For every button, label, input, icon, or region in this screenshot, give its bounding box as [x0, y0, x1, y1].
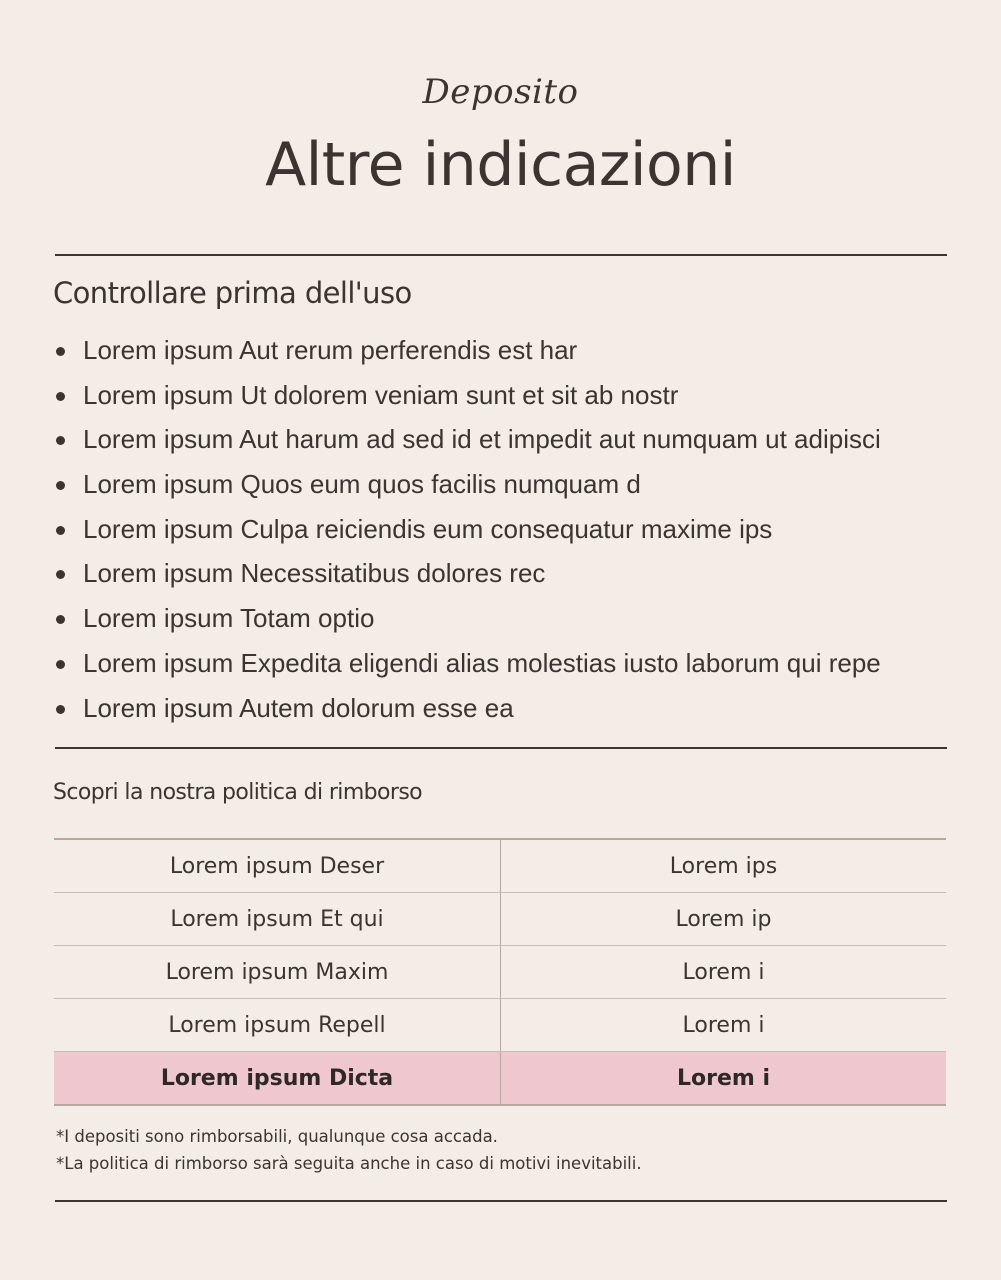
script-subtitle: Deposito [422, 72, 579, 112]
bullet-icon [56, 615, 65, 624]
table-cell-value: Lorem ip [501, 893, 947, 946]
table-row-highlighted [54, 1052, 946, 1106]
checklist-heading: Controllare prima dell'uso [53, 276, 412, 310]
page-title: Altre indicazioni [265, 130, 736, 200]
bullet-icon [56, 660, 65, 669]
table-row [54, 893, 946, 946]
checklist-item [55, 417, 881, 462]
divider-top [55, 254, 947, 256]
checklist-item-text: Lorem ipsum Totam optio [83, 603, 375, 634]
table-row [54, 839, 946, 893]
table-row [54, 999, 946, 1052]
checklist-item-text: Lorem ipsum Necessitatibus dolores rec [83, 558, 546, 589]
checklist-item-text: Lorem ipsum Autem dolorum esse ea [83, 692, 514, 723]
checklist-item [55, 686, 881, 731]
table-cell-value: Lorem i [501, 1052, 947, 1106]
checklist-item [55, 507, 881, 552]
checklist-item-text: Lorem ipsum Expedita eligendi alias molestias iusto laborum qui repe [83, 647, 881, 678]
bullet-icon [56, 526, 65, 535]
checklist-item [55, 596, 881, 641]
bullet-icon [56, 347, 65, 356]
footnote: *La politica di rimborso sarà seguita anche in caso di motivi inevitabili. [56, 1154, 642, 1173]
checklist-item [55, 551, 881, 596]
bullet-icon [56, 392, 65, 401]
checklist-item [55, 462, 881, 507]
table-cell-label: Lorem ipsum Et qui [54, 893, 501, 946]
checklist-item-text: Lorem ipsum Aut harum ad sed id et impedit aut numquam ut adipisci [83, 424, 881, 455]
table-cell-label: Lorem ipsum Maxim [54, 946, 501, 999]
table-cell-label: Lorem ipsum Deser [54, 839, 501, 893]
table-row [54, 946, 946, 999]
checklist-item [55, 641, 881, 686]
bullet-icon [56, 705, 65, 714]
bullet-icon [56, 481, 65, 490]
table-cell-value: Lorem i [501, 999, 947, 1052]
checklist-item-text: Lorem ipsum Culpa reiciendis eum consequatur maxime ips [83, 513, 773, 544]
checklist-item [55, 328, 881, 373]
checklist-item-text: Lorem ipsum Ut dolorem veniam sunt et sit ab nostr [83, 379, 679, 410]
table-cell-label: Lorem ipsum Dicta [54, 1052, 501, 1106]
refund-caption: Scopri la nostra politica di rimborso [53, 780, 423, 805]
checklist-item-text: Lorem ipsum Quos eum quos facilis numquam d [83, 469, 641, 500]
table-cell-value: Lorem ips [501, 839, 947, 893]
table-cell-value: Lorem i [501, 946, 947, 999]
table-cell-label: Lorem ipsum Repell [54, 999, 501, 1052]
refund-table [54, 838, 946, 1106]
checklist [55, 328, 881, 730]
footnotes [56, 1123, 642, 1177]
divider-middle [55, 747, 947, 749]
bullet-icon [56, 436, 65, 445]
checklist-item [55, 373, 881, 418]
bullet-icon [56, 570, 65, 579]
divider-bottom [55, 1200, 947, 1202]
checklist-item-text: Lorem ipsum Aut rerum perferendis est har [83, 335, 578, 365]
footnote: *I depositi sono rimborsabili, qualunque cosa accada. [56, 1127, 498, 1146]
